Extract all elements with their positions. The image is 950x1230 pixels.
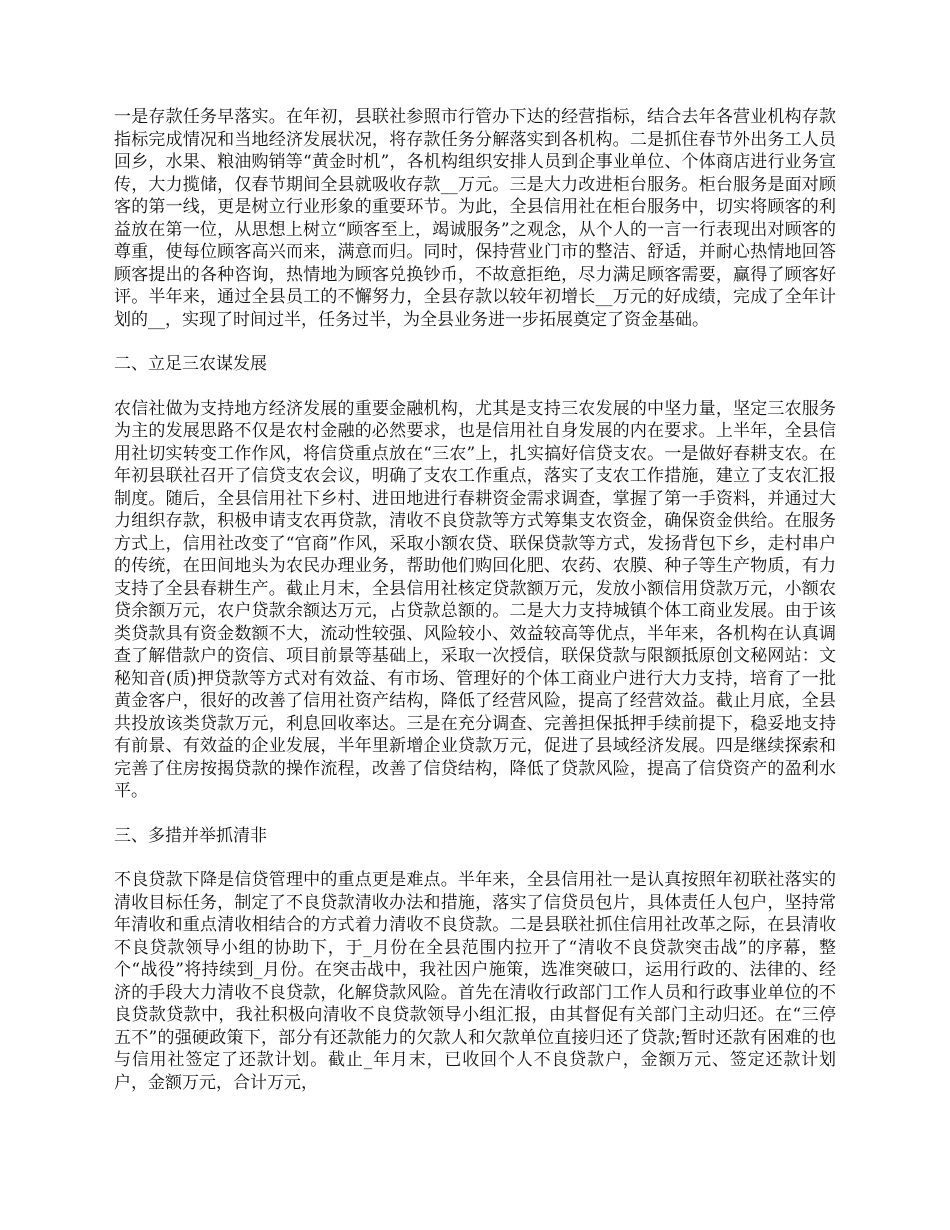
document-body xyxy=(114,106,836,1116)
paragraph-bad-loans: 不良贷款下降是信贷管理中的重点更是难点。半年来，全县信用社一是认真按照年初联社落实的清收目标任务，制定了不良贷款清收办法和措施，落实了信贷员包片，具体责任人包户，坚持常年清收和重点清收相结合的方式着力清收不良贷款。二是县联社抓住信用社改革之际，在县清收不良贷款领导小组的协助下，于_月份在全县范围内拉开了“清收不良贷款突击战”的序幕，整个“战役”将持续到_月份。在突击战中，我社因户施策，选准突破口，运用行政的、法律的、经济的手段大力清收不良贷款，化解贷款风险。首先在清收行政部门工作人员和行政事业单位的不良贷款贷款中，我社积极向清收不良贷款领导小组汇报，由其督促有关部门主动归还。在“三停五不”的强硬政策下，部分有还款能力的欠款人和欠款单位直接归还了贷款;暂时还款有困难的也与信用社签定了还款计划。截止_年月末，已收回个人不良贷款户，金额万元、签定还款计划户，金额万元，合计万元， xyxy=(114,870,836,1093)
paragraph-agriculture: 农信社做为支持地方经济发展的重要金融机构，尤其是支持三农发展的中坚力量，坚定三农服务为主的发展思路不仅是农村金融的必然要求，也是信用社自身发展的内在要求。上半年，全县信用社切实转变工作作风，将信贷重点放在“三农”上，扎实搞好信贷支农。一是做好春耕支农。在年初县联社召开了信贷支农会议，明确了支农工作重点，落实了支农工作措施，建立了支农汇报制度。随后，全县信用社下乡村、进田地进行春耕资金需求调查，掌握了第一手资料，并通过大力组织存款，积极申请支农再贷款，清收不良贷款等方式筹集支农资金，确保资金供给。在服务方式上，信用社改变了“官商”作风，采取小额农贷、联保贷款等方式，发扬背包下乡，走村串户的传统，在田间地头为农民办理业务，帮助他们购回化肥、农药、农膜、种子等生产物质，有力支持了全县春耕生产。截止月末，全县信用社核定贷款额万元，发放小额信用贷款万元，小额农贷余额万元，农户贷款余额达万元，占贷款总额的。二是大力支持城镇个体工商业发展。由于该类贷款具有资金数额不大，流动性较强、风险较小、效益较高等优点，半年来，各机构在认真调查了解借款户的资信、项目前景等基础上，采取一次授信，联保贷款与限额抵原创文秘网站：文秘知音(质)押贷款等方式对有效益、有市场、管理好的个体工商业户进行大力支持，培育了一批黄金客户，很好的改善了信用社资产结构，降低了经营风险，提高了经营效益。截止月底，全县共投放该类贷款万元，利息回收率达。三是在充分调查、完善担保抵押手续前提下，稳妥地支持有前景、有效益的企业发展，半年里新增企业贷款万元，促进了县域经济发展。四是继续探索和完善了住房按揭贷款的操作流程，改善了信贷结构，降低了贷款风险，提高了信贷资产的盈利水平。 xyxy=(114,398,836,801)
section-heading-agriculture: 二、立足三农谋发展 xyxy=(114,354,267,374)
section-heading-bad-loans: 三、多措并举抓清非 xyxy=(114,825,267,846)
paragraph-deposit-tasks: 一是存款任务早落实。在年初，县联社参照市行管办下达的经营指标，结合去年各营业机构存款指标完成情况和当地经济发展状况，将存款任务分解落实到各机构。二是抓住春节外出务工人员回乡，水果、粮油购销等“黄金时机”，各机构组织安排人员到企事业单位、个体商店进行业务宣传，大力揽储，仅春节期间全县就吸收存款__万元。三是大力改进柜台服务。柜台服务是面对顾客的第一线，更是树立行业形象的重要环节。为此，全县信用社在柜台服务中，切实将顾客的利益放在第一位，从思想上树立“顾客至上，竭诚服务”之观念，从个人的一言一行表现出对顾客的尊重，使每位顾客高兴而来，满意而归。同时，保持营业门市的整洁、舒适，并耐心热情地回答顾客提出的各种咨询，热情地为顾客兑换钞币，不故意拒绝，尽力满足顾客需要，赢得了顾客好评。半年来，通过全县员工的不懈努力，全县存款以较年初增长__万元的好成绩，完成了全年计划的__，实现了时间过半，任务过半，为全县业务进一步拓展奠定了资金基础。 xyxy=(114,107,836,330)
